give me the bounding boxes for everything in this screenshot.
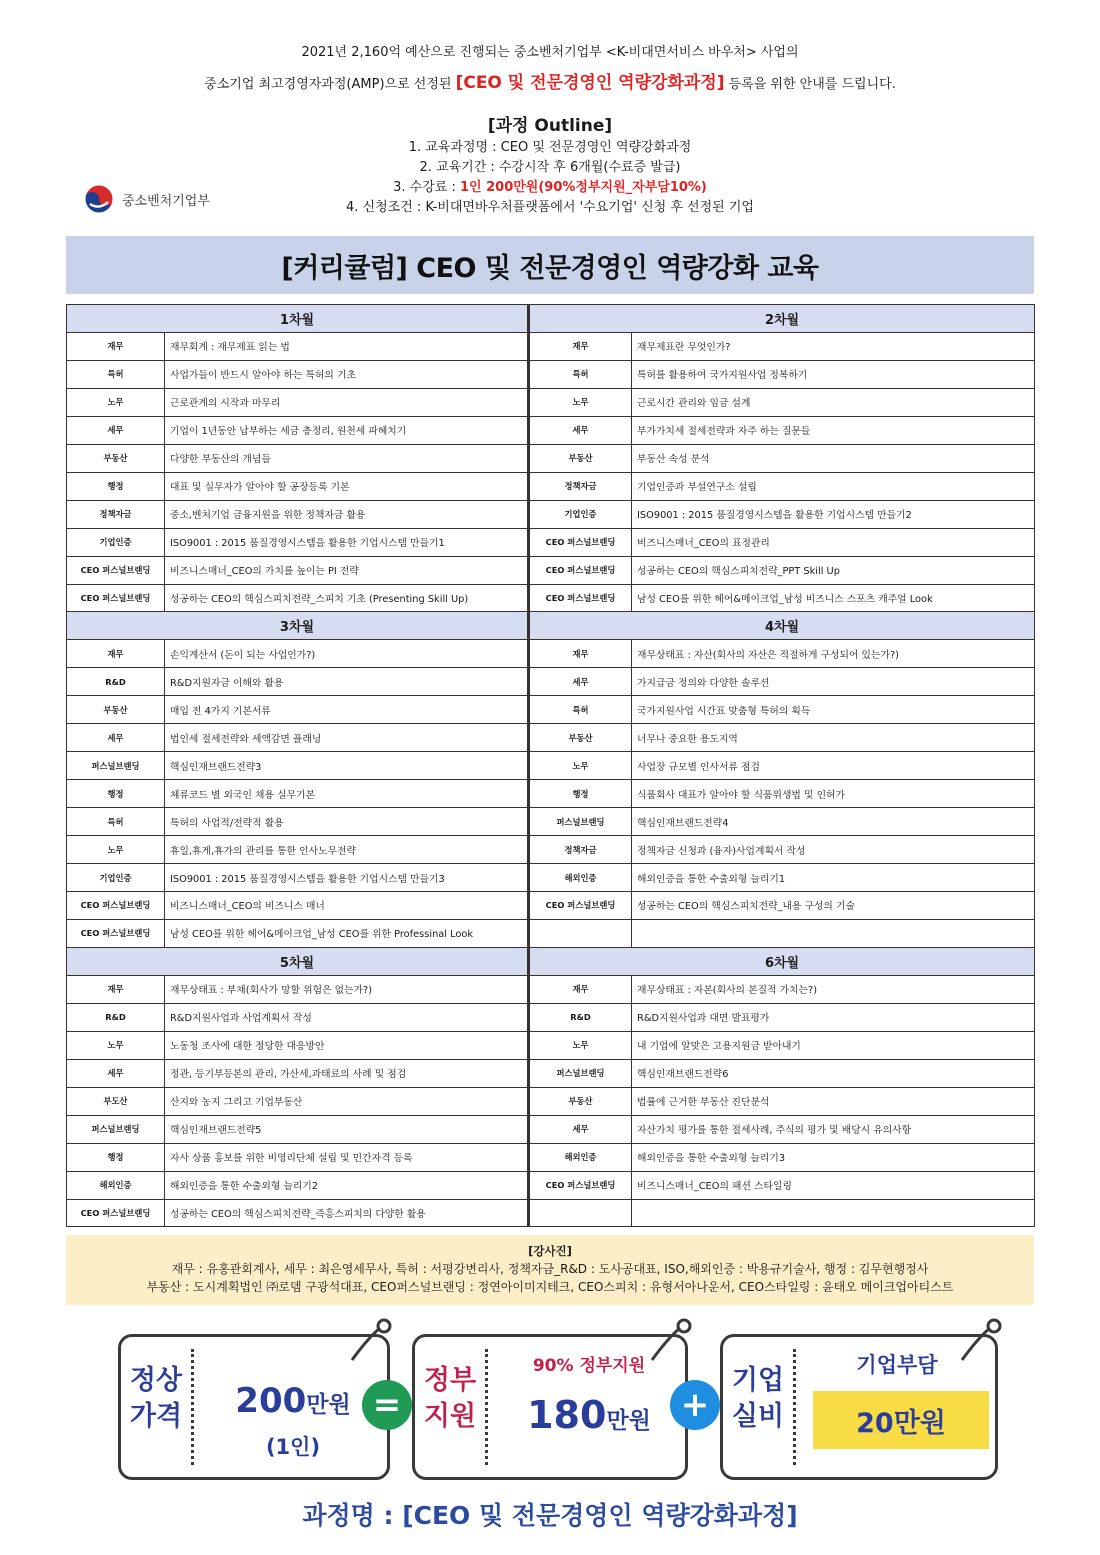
subject-cell: 행정 xyxy=(67,472,165,500)
topic-cell: 해외인증을 통한 수출외형 늘리기2 xyxy=(165,1171,529,1199)
table-row xyxy=(67,836,1035,864)
subject-cell: 해외인증 xyxy=(529,864,632,892)
month-title: 2차월 xyxy=(529,305,1035,333)
table-row xyxy=(67,919,1035,947)
subject-cell: 정책자금 xyxy=(529,472,632,500)
table-row xyxy=(67,332,1035,360)
table-row xyxy=(67,360,1035,388)
instructors-line-1: 재무 : 유홍관회계사, 세무 : 최은영세무사, 특허 : 서평강변리사, 정책자금_R&D : 도사공대표, ISO,해외인증 : 박용규기술사, 행정 : 김무현행정사 xyxy=(171,1262,929,1276)
topic-cell: R&D지원사업과 대면 발표평가 xyxy=(632,1003,1035,1031)
subject-cell: 재무 xyxy=(529,640,632,668)
table-row xyxy=(67,444,1035,472)
topic-cell: 남성 CEO를 위한 헤어&메이크업_남성 비즈니스 스포츠 캐주얼 Look xyxy=(632,584,1035,612)
regular-per: (1인) xyxy=(265,1435,321,1459)
subject-cell: 재무 xyxy=(529,975,632,1003)
topic-cell: 국가지원사업 시간표 맞춤형 특허의 획득 xyxy=(632,696,1035,724)
subject-cell: 재무 xyxy=(67,975,165,1003)
regular-label xyxy=(121,1363,191,1435)
table-row xyxy=(67,556,1035,584)
subject-cell: 특허 xyxy=(67,808,165,836)
subject-cell: 부동산 xyxy=(67,696,165,724)
subject-cell: 해외인증 xyxy=(67,1171,165,1199)
intro-line-2-post: 등록을 위한 안내를 드립니다. xyxy=(724,77,896,92)
subject-cell: CEO 퍼스널브랜딩 xyxy=(529,892,632,920)
table-row xyxy=(67,1115,1035,1143)
month-title: 3차월 xyxy=(67,612,529,640)
intro-highlight: [CEO 및 전문경영인 역량강화과정] xyxy=(455,73,725,93)
subject-cell: 퍼스널브랜딩 xyxy=(67,1115,165,1143)
topic-cell: 법률에 근거한 부동산 진단분석 xyxy=(632,1087,1035,1115)
outline-item-3-pre: 3. 수강료 : xyxy=(393,180,460,195)
corp-caption: 기업부담 xyxy=(856,1353,938,1377)
subject-cell: CEO 퍼스널브랜딩 xyxy=(67,556,165,584)
subject-cell: R&D xyxy=(67,668,165,696)
ticket-perforation xyxy=(793,1349,796,1465)
ticket-string-icon xyxy=(348,1318,398,1364)
subject-cell xyxy=(529,919,632,947)
topic-cell: 비즈니스매너_CEO의 표정관리 xyxy=(632,528,1035,556)
gov-label-2: 지원 xyxy=(423,1401,477,1432)
subject-cell: 기업인증 xyxy=(67,528,165,556)
subject-cell: 행정 xyxy=(67,780,165,808)
topic-cell: 성공하는 CEO의 핵심스피치전략_내용 구성의 기술 xyxy=(632,892,1035,920)
subject-cell: 노무 xyxy=(529,1031,632,1059)
subject-cell: 재무 xyxy=(529,332,632,360)
outline-item-2: 2. 교육기간 : 수강시작 후 6개월(수료증 발급) xyxy=(419,160,681,175)
topic-cell: 근로시간 관리와 임금 설계 xyxy=(632,388,1035,416)
subject-cell: 기업인증 xyxy=(67,864,165,892)
subject-cell: CEO 퍼스널브랜딩 xyxy=(529,556,632,584)
corp-share-ticket xyxy=(720,1334,998,1480)
topic-cell: 정책자금 신청과 (융자)사업계획서 작성 xyxy=(632,836,1035,864)
month-header-row xyxy=(67,305,1035,333)
table-row xyxy=(67,1059,1035,1087)
topic-cell: 남성 CEO를 위한 헤어&메이크업_남성 CEO를 위한 Professinal Look xyxy=(165,919,529,947)
subject-cell: 퍼스널브랜딩 xyxy=(67,752,165,780)
topic-cell: ISO9001 : 2015 품질경영시스템을 활용한 기업시스템 만들기1 xyxy=(165,528,529,556)
topic-cell: 정관, 등기부등본의 관리, 가산세,과태료의 사례 및 점검 xyxy=(165,1059,529,1087)
month-header-row xyxy=(67,947,1035,975)
subject-cell: 정책자금 xyxy=(529,836,632,864)
subject-cell: R&D xyxy=(529,1003,632,1031)
topic-cell: 비즈니스매너_CEO의 비즈니스 매너 xyxy=(165,892,529,920)
gov-support-ticket xyxy=(412,1334,688,1480)
course-name-footer: 과정명 : [CEO 및 전문경영인 역량강화과정] xyxy=(302,1501,798,1530)
subject-cell: 세무 xyxy=(67,416,165,444)
outline-item-1: 1. 교육과정명 : CEO 및 전문경영인 역량강화과정 xyxy=(408,140,692,155)
topic-cell: 해외인증을 통한 수출외형 늘리기3 xyxy=(632,1143,1035,1171)
topic-cell: 핵심인재브랜드전략5 xyxy=(165,1115,529,1143)
topic-cell: 기업인증과 부설연구소 설립 xyxy=(632,472,1035,500)
gov-label xyxy=(415,1363,485,1435)
subject-cell xyxy=(529,1199,632,1227)
topic-cell: 핵심인재브랜드전략3 xyxy=(165,752,529,780)
gov-amount-num: 180 xyxy=(527,1393,607,1437)
equals-circle xyxy=(362,1380,412,1430)
month-title: 1차월 xyxy=(67,305,529,333)
table-row xyxy=(67,584,1035,612)
topic-cell xyxy=(632,919,1035,947)
intro-line-2-pre: 중소기업 최고경영자과정(AMP)으로 선정된 xyxy=(204,77,456,92)
table-row xyxy=(67,416,1035,444)
topic-cell: 핵심인재브랜드전략6 xyxy=(632,1059,1035,1087)
table-row xyxy=(67,696,1035,724)
table-row xyxy=(67,640,1035,668)
table-row xyxy=(67,1199,1035,1227)
month-title: 4차월 xyxy=(529,612,1035,640)
table-row xyxy=(67,1143,1035,1171)
topic-cell: 재무제표란 무엇인가? xyxy=(632,332,1035,360)
month-title: 6차월 xyxy=(529,947,1035,975)
subject-cell: 해외인증 xyxy=(529,1143,632,1171)
topic-cell: 재무상태표 : 자본(회사의 본질적 가치는?) xyxy=(632,975,1035,1003)
gov-amount xyxy=(489,1393,689,1437)
table-row xyxy=(67,1031,1035,1059)
topic-cell: 재무상태표 : 부채(회사가 망할 위험은 없는가?) xyxy=(165,975,529,1003)
table-row xyxy=(67,500,1035,528)
corp-amount: 20만원 xyxy=(856,1407,946,1439)
taegeuk-icon xyxy=(84,184,114,214)
table-row xyxy=(67,528,1035,556)
subject-cell: 세무 xyxy=(67,724,165,752)
intro xyxy=(0,42,1100,100)
topic-cell: 매입 전 4가지 기본서류 xyxy=(165,696,529,724)
topic-cell: 재무회계 : 재무제표 읽는 법 xyxy=(165,332,529,360)
topic-cell: 너무나 중요한 용도지역 xyxy=(632,724,1035,752)
topic-cell: 가지급금 정의와 다양한 솔루션 xyxy=(632,668,1035,696)
banner-title: [커리큘럼] CEO 및 전문경영인 역량강화 교육 xyxy=(281,252,819,284)
table-row xyxy=(67,1003,1035,1031)
month-header-row xyxy=(67,612,1035,640)
table-row xyxy=(67,752,1035,780)
plus-circle xyxy=(670,1380,720,1430)
subject-cell: CEO 퍼스널브랜딩 xyxy=(67,892,165,920)
subject-cell: 부동산 xyxy=(529,444,632,472)
equals-symbol: = xyxy=(372,1385,402,1425)
topic-cell: 부가가치세 절세전략과 자주 하는 질문들 xyxy=(632,416,1035,444)
topic-cell: ISO9001 : 2015 품질경영시스템을 활용한 기업시스템 만들기3 xyxy=(165,864,529,892)
topic-cell: 다양한 부동산의 개념들 xyxy=(165,444,529,472)
corp-label xyxy=(723,1363,793,1435)
intro-line-1: 2021년 2,160억 예산으로 진행되는 중소벤처기업부 <K-비대면서비스 바우처> 사업의 xyxy=(301,45,799,60)
subject-cell: 특허 xyxy=(529,696,632,724)
subject-cell: CEO 퍼스널브랜딩 xyxy=(529,1171,632,1199)
ticket-perforation xyxy=(191,1349,194,1465)
topic-cell: 산지와 농지 그리고 기업부동산 xyxy=(165,1087,529,1115)
regular-amount-num: 200 xyxy=(235,1381,307,1421)
subject-cell: 재무 xyxy=(67,332,165,360)
topic-cell: R&D지원자금 이해와 활용 xyxy=(165,668,529,696)
topic-cell: 노동청 조사에 대한 정당한 대응방안 xyxy=(165,1031,529,1059)
topic-cell: 내 기업에 알맞은 고용지원금 받아내기 xyxy=(632,1031,1035,1059)
topic-cell: 사업장 규모별 인사서류 점검 xyxy=(632,752,1035,780)
subject-cell: CEO 퍼스널브랜딩 xyxy=(67,919,165,947)
subject-cell: 부동산 xyxy=(529,1087,632,1115)
table-row xyxy=(67,388,1035,416)
instructors-title: [강사진] xyxy=(528,1244,572,1258)
table-row xyxy=(67,668,1035,696)
ticket-string-icon xyxy=(648,1318,698,1364)
subject-cell: CEO 퍼스널브랜딩 xyxy=(529,584,632,612)
topic-cell: 중소,벤처기업 금융지원을 위한 정책자금 활용 xyxy=(165,500,529,528)
topic-cell: 자산가치 평가를 통한 절세사례, 주식의 평가 및 배당시 유의사항 xyxy=(632,1115,1035,1143)
subject-cell: 노무 xyxy=(67,1031,165,1059)
topic-cell: R&D지원사업과 사업계획서 작성 xyxy=(165,1003,529,1031)
subject-cell: 퍼스널브랜딩 xyxy=(529,808,632,836)
curriculum-table xyxy=(66,304,1035,1227)
subject-cell: 세무 xyxy=(529,668,632,696)
topic-cell: 특허의 사업적/전략적 활용 xyxy=(165,808,529,836)
topic-cell: 체류코드 별 외국인 채용 실무기본 xyxy=(165,780,529,808)
subject-cell: 부동산 xyxy=(67,444,165,472)
ministry-logo xyxy=(84,184,210,214)
topic-cell: 대표 및 실무자가 알아야 할 공장등록 기본 xyxy=(165,472,529,500)
table-row xyxy=(67,808,1035,836)
ticket-perforation xyxy=(485,1349,488,1465)
subject-cell: 노무 xyxy=(67,388,165,416)
intro-line-2 xyxy=(0,68,1100,100)
gov-label-1: 정부 xyxy=(423,1365,477,1396)
instructors-line-2: 부동산 : 도시계획법인 ㈜로뎀 구광석대표, CEO퍼스널브랜딩 : 정연아이미지테크, CEO스피치 : 유형서아나운서, CEO스타일링 : 윤태오 메이크업아티스트 xyxy=(146,1280,954,1294)
table-row xyxy=(67,864,1035,892)
subject-cell: 특허 xyxy=(67,360,165,388)
topic-cell: 성공하는 CEO의 핵심스피치전략_PPT Skill Up xyxy=(632,556,1035,584)
subject-cell: 세무 xyxy=(529,416,632,444)
subject-cell: 부동산 xyxy=(529,724,632,752)
table-row xyxy=(67,1087,1035,1115)
topic-cell: 자사 상품 홍보를 위한 비영리단체 설립 및 민간자격 등록 xyxy=(165,1143,529,1171)
topic-cell xyxy=(632,1199,1035,1227)
gov-amount-unit: 만원 xyxy=(606,1408,651,1434)
topic-cell: 비즈니스매너_CEO의 패션 스타일링 xyxy=(632,1171,1035,1199)
topic-cell: 핵심인재브랜드전략4 xyxy=(632,808,1035,836)
outline-title: [과정 Outline] xyxy=(487,116,613,136)
logo-text: 중소벤처기업부 xyxy=(122,193,210,209)
subject-cell: 세무 xyxy=(529,1115,632,1143)
subject-cell: CEO 퍼스널브랜딩 xyxy=(529,528,632,556)
table-row xyxy=(67,724,1035,752)
outline-item-3-fee: 1인 200만원(90%정부지원_자부담10%) xyxy=(459,180,707,195)
topic-cell: 부동산 속성 분석 xyxy=(632,444,1035,472)
topic-cell: 성공하는 CEO의 핵심스피치전략_즉흥스피치의 다양한 활용 xyxy=(165,1199,529,1227)
subject-cell: 재무 xyxy=(67,640,165,668)
topic-cell: 비즈니스매너_CEO의 가치를 높이는 PI 전략 xyxy=(165,556,529,584)
topic-cell: 휴일,휴게,휴가의 관리를 통한 인사노무전략 xyxy=(165,836,529,864)
table-row xyxy=(67,892,1035,920)
subject-cell: CEO 퍼스널브랜딩 xyxy=(67,1199,165,1227)
subject-cell: 행정 xyxy=(529,780,632,808)
table-row xyxy=(67,780,1035,808)
pricing-graphic xyxy=(100,1318,1020,1480)
topic-cell: 기업이 1년동안 납부하는 세금 총정리, 원천세 파헤치기 xyxy=(165,416,529,444)
subject-cell: CEO 퍼스널브랜딩 xyxy=(67,584,165,612)
topic-cell: ISO9001 : 2015 품질경영시스템을 활용한 기업시스템 만들기2 xyxy=(632,500,1035,528)
regular-label-2: 가격 xyxy=(129,1401,183,1432)
regular-amount-unit: 만원 xyxy=(306,1392,351,1418)
subject-cell: 노무 xyxy=(67,836,165,864)
regular-label-1: 정상 xyxy=(129,1365,183,1396)
subject-cell: 노무 xyxy=(529,752,632,780)
topic-cell: 해외인증을 통한 수출외형 늘리기1 xyxy=(632,864,1035,892)
corp-label-2: 실비 xyxy=(731,1401,785,1432)
topic-cell: 법인세 절세전략와 세액감면 플래닝 xyxy=(165,724,529,752)
table-row xyxy=(67,1171,1035,1199)
plus-symbol: + xyxy=(680,1385,710,1425)
subject-cell: 노무 xyxy=(529,388,632,416)
topic-cell: 사업가들이 반드시 알아야 하는 특허의 기초 xyxy=(165,360,529,388)
subject-cell: 정책자금 xyxy=(67,500,165,528)
subject-cell: 특허 xyxy=(529,360,632,388)
gov-caption: 90% 정부지원 xyxy=(532,1356,646,1376)
outline-item-4: 4. 신청조건 : K-비대면바우처플랫폼에서 '수요기업' 신청 후 선정된 기업 xyxy=(346,200,754,215)
table-row xyxy=(67,975,1035,1003)
ticket-string-icon xyxy=(958,1318,1008,1364)
corp-label-1: 기업 xyxy=(731,1365,785,1396)
topic-cell: 손익계산서 (돈이 되는 사업인가?) xyxy=(165,640,529,668)
subject-cell: 행정 xyxy=(67,1143,165,1171)
instructors-box xyxy=(66,1235,1034,1305)
subject-cell: 부도산 xyxy=(67,1087,165,1115)
topic-cell: 근로관계의 시작과 마무리 xyxy=(165,388,529,416)
table-row xyxy=(67,472,1035,500)
topic-cell: 성공하는 CEO의 핵심스피치전략_스피치 기초 (Presenting Skill Up) xyxy=(165,584,529,612)
subject-cell: 퍼스널브랜딩 xyxy=(529,1059,632,1087)
subject-cell: 세무 xyxy=(67,1059,165,1087)
curriculum-banner xyxy=(66,236,1034,294)
subject-cell: R&D xyxy=(67,1003,165,1031)
subject-cell: 기업인증 xyxy=(529,500,632,528)
topic-cell: 재무상태표 : 자산(회사의 자산은 적절하게 구성되어 있는가?) xyxy=(632,640,1035,668)
month-title: 5차월 xyxy=(67,947,529,975)
corp-amount-box xyxy=(813,1391,989,1449)
topic-cell: 특허를 활용하여 국가지원사업 정복하기 xyxy=(632,360,1035,388)
topic-cell: 식품회사 대표가 알아야 할 식품위생법 및 인허가 xyxy=(632,780,1035,808)
